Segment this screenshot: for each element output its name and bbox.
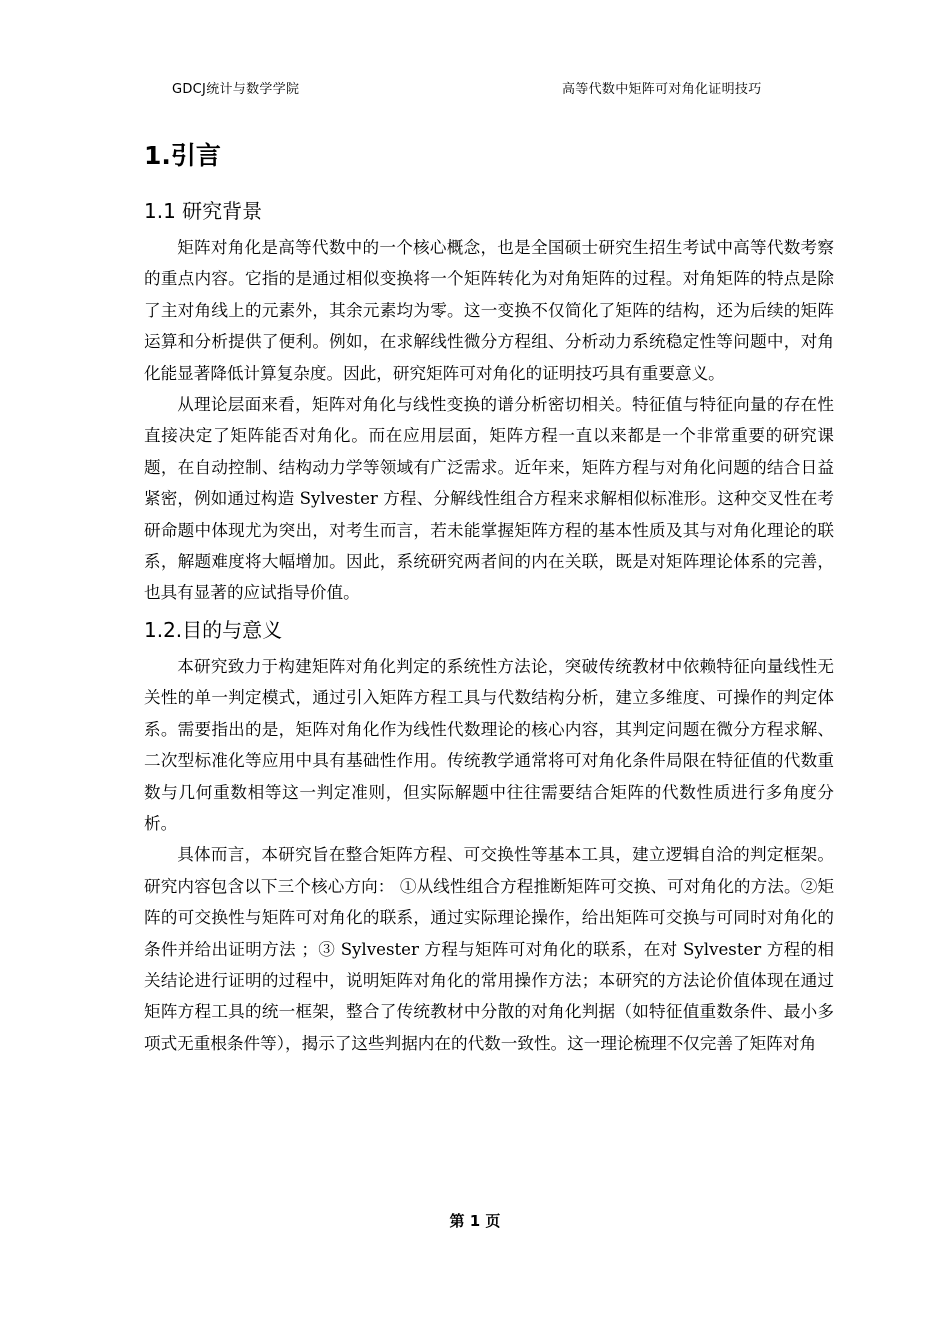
section-title-background: 1.1 研究背景	[144, 199, 263, 223]
page-number: 第 1 页	[449, 1212, 501, 1230]
section-title-purpose: 1.2.目的与意义	[144, 617, 283, 642]
header-document-title: 高等代数中矩阵可对角化证明技巧	[562, 82, 762, 97]
chapter-title: 1.引言	[144, 141, 221, 170]
paragraph: 具体而言，本研究旨在整合矩阵方程、可交换性等基本工具，建立逻辑自洽的判定框架。研究内容包含以下三个核心方向： ①从线性组合方程推断矩阵可交换、可对角化的方法。②矩阵的可交换性与矩阵可对角化的联系，通过实际理论操作，给出矩阵可交换与可同时对角化的条件并给出证明方法 ；③ Sylvester 方程与矩阵可对角化的联系，在对 Sylvester 方程的相关结论进行证明的过程中，说明矩阵对角化的常用操作方法；本研究的方法论价值体现在通过矩阵方程工具的统一框架，整合了传统教材中分散的对角化判据（如特征值重数条件、最小多项式无重根条件等），揭示了这些判据内在的代数一致性。这一理论梳理不仅完善了矩阵对角	[144, 845, 834, 1053]
paragraph: 从理论层面来看，矩阵对角化与线性变换的谱分析密切相关。特征值与特征向量的存在性直接决定了矩阵能否对角化。而在应用层面，矩阵方程一直以来都是一个非常重要的研究课题，在自动控制、结构动力学等领域有广泛需求。近年来，矩阵方程与对角化问题的结合日益紧密，例如通过构造 Sylvester 方程、分解线性组合方程来求解相似标准形。这种交叉性在考研命题中体现尤为突出，对考生而言，若未能掌握矩阵方程的基本性质及其与对角化理论的联系，解题难度将大幅增加。因此，系统研究两者间的内在关联，既是对矩阵理论体系的完善，也具有显著的应试指导价值。	[144, 395, 834, 603]
paragraph: 矩阵对角化是高等代数中的一个核心概念，也是全国硕士研究生招生考试中高等代数考察的重点内容。它指的是通过相似变换将一个矩阵转化为对角矩阵的过程。对角矩阵的特点是除了主对角线上的元素外，其余元素均为零。这一变换不仅简化了矩阵的结构，还为后续的矩阵运算和分析提供了便利。例如，在求解线性微分方程组、分析动力系统稳定性等问题中，对角化能显著降低计算复杂度。因此，研究矩阵可对角化的证明技巧具有重要意义。	[144, 238, 834, 383]
page-content	[144, 138, 834, 1059]
header-institution: GDCJ统计与数学学院	[172, 82, 300, 97]
paragraph: 本研究致力于构建矩阵对角化判定的系统性方法论，突破传统教材中依赖特征向量线性无关性的单一判定模式，通过引入矩阵方程工具与代数结构分析，建立多维度、可操作的判定体系。需要指出的是，矩阵对角化作为线性代数理论的核心内容，其判定问题在微分方程求解、二次型标准化等应用中具有基础性作用。传统教学通常将可对角化条件局限在特征值的代数重数与几何重数相等这一判定准则，但实际解题中往往需要结合矩阵的代数性质进行多角度分析。	[144, 656, 834, 833]
